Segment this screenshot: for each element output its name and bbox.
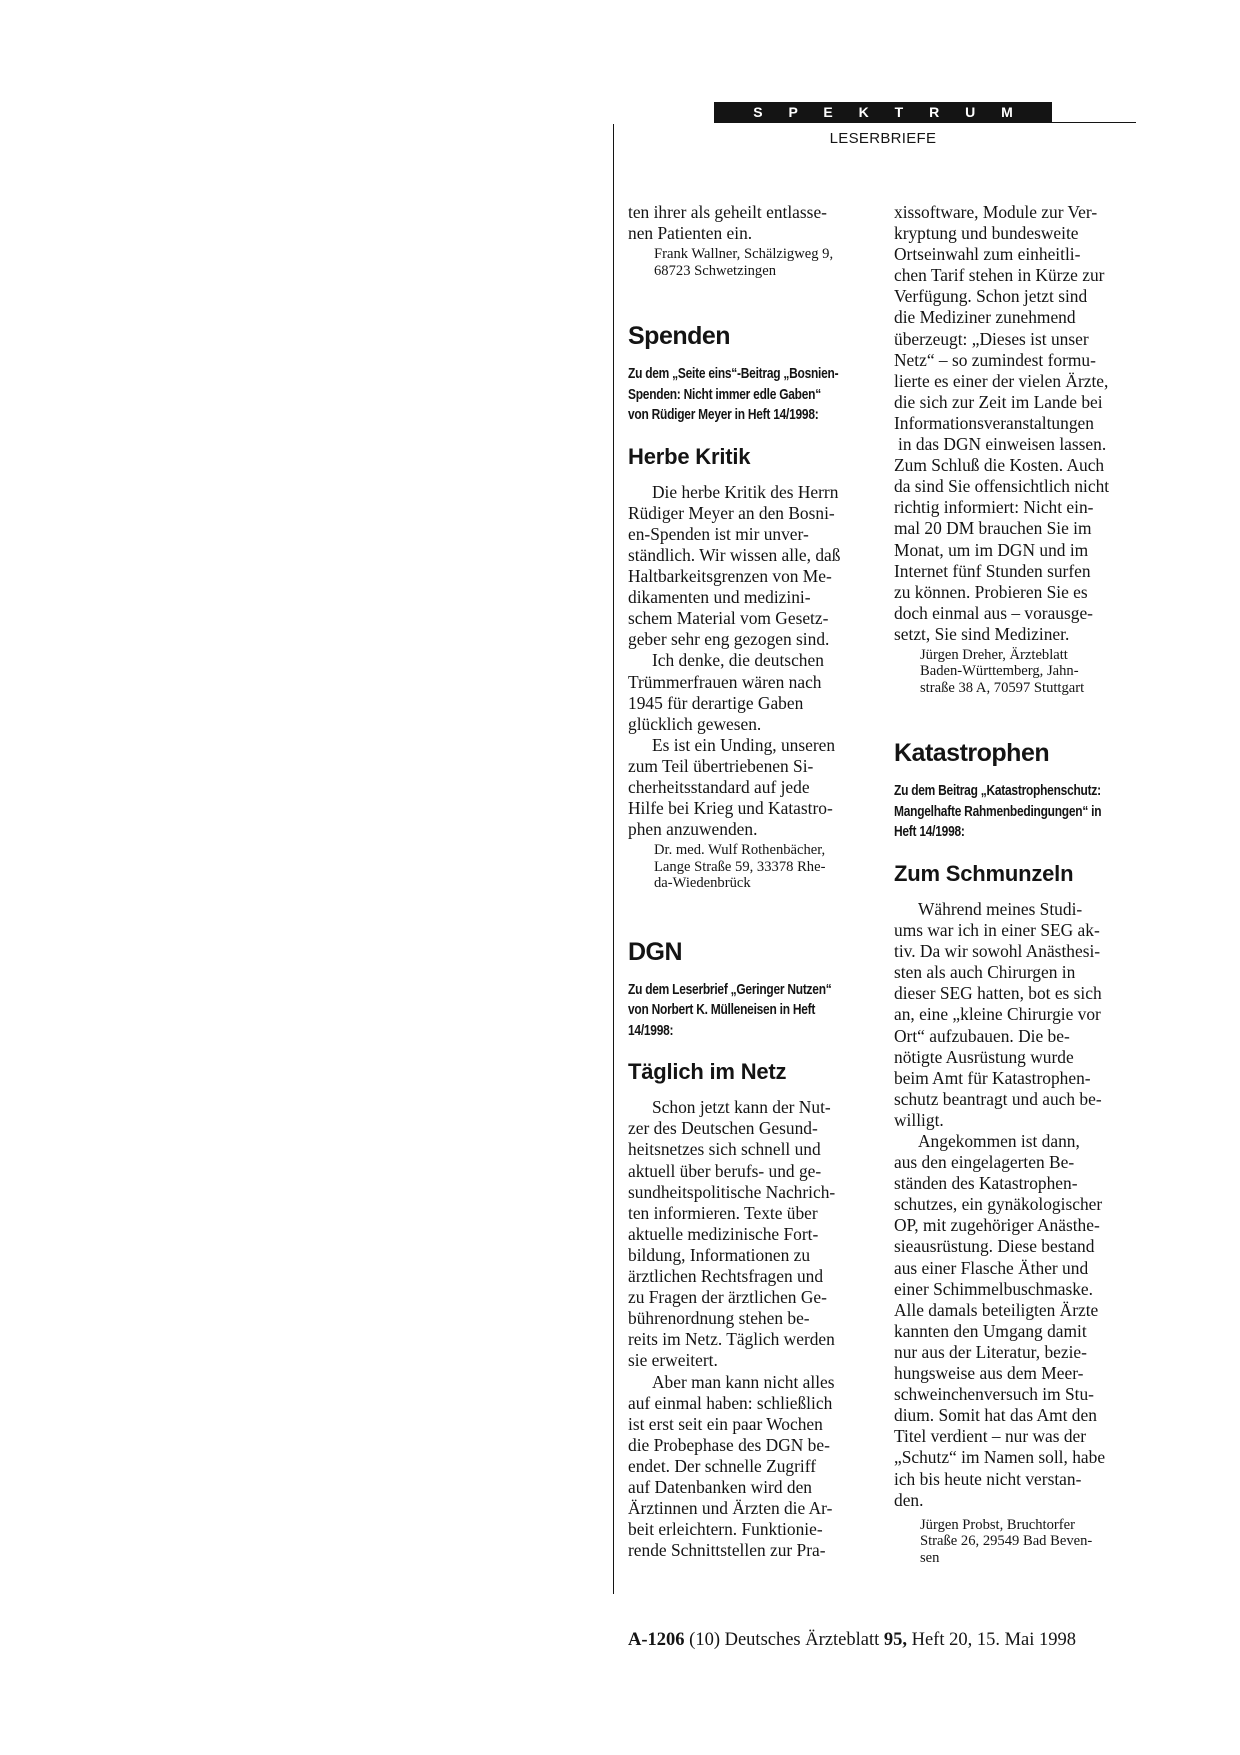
text-line: zu Fragen der ärztlichen Ge- (628, 1287, 827, 1308)
signature-line: Straße 26, 29549 Bad Beven- (920, 1533, 1093, 1550)
reference-line: von Norbert K. Mülleneisen in Heft (628, 1002, 816, 1019)
text-line: geber sehr eng gezogen sind. (628, 629, 830, 650)
text-line: Die herbe Kritik des Herrn (652, 481, 839, 502)
paragraph (628, 735, 870, 840)
text-line: nötigte Ausrüstung wurde (894, 1046, 1074, 1067)
text-line: setzt, Sie sind Mediziner. (894, 623, 1070, 644)
text-line: den. (894, 1489, 924, 1510)
text-line: ständen des Katastrophen- (894, 1173, 1078, 1194)
reference-line: Zu dem „Seite eins“-Beitrag „Bosnien- (628, 366, 839, 383)
text-line: Angekommen ist dann, (918, 1131, 1080, 1151)
text-line: heitsnetzes sich schnell und (628, 1139, 821, 1160)
text-line: aus den eingelagerten Be- (894, 1152, 1075, 1173)
right-column (894, 202, 1136, 1566)
text-line: in das DGN einweisen lassen. (898, 434, 1107, 455)
text-line: Ortseinwahl zum einheitli- (894, 244, 1081, 265)
signature-line: straße 38 A, 70597 Stuttgart (920, 679, 1085, 696)
text-line: Monat, um im DGN und im (894, 539, 1089, 560)
paragraph (894, 899, 1136, 1131)
text-line: bildung, Informationen zu (628, 1244, 811, 1265)
text-line: „Schutz“ im Namen soll, habe (894, 1447, 1106, 1468)
paragraph (894, 1131, 1136, 1511)
text-line: hungsweise aus dem Meer- (894, 1363, 1084, 1384)
text-line: willigt. (894, 1109, 944, 1130)
text-line: ist erst seit ein paar Wochen (628, 1413, 823, 1434)
text-line: richtig informiert: Nicht ein- (894, 497, 1094, 518)
text-line: phen anzuwenden. (628, 819, 758, 840)
paragraph (628, 482, 870, 651)
reference-spenden (628, 364, 870, 426)
text-line: glücklich gewesen. (628, 713, 762, 734)
text-line: die sich zur Zeit im Lande bei (894, 391, 1103, 412)
text-line: reits im Netz. Täglich werden (628, 1329, 835, 1350)
section-title-katastrophen: Katastrophen (894, 739, 1050, 768)
reference-katastrophen (894, 781, 1136, 843)
header-rule (1052, 122, 1136, 123)
section-header-bar: S P E K T R U M (714, 102, 1052, 123)
text-line: kryptung und bundesweite (894, 223, 1079, 244)
section-title-dgn: DGN (628, 937, 683, 966)
text-line: bührenordnung stehen be- (628, 1308, 810, 1329)
text-line: schem Material vom Gesetz- (628, 608, 829, 629)
text-line: Haltbarkeitsgrenzen von Me- (628, 566, 832, 587)
signature-line: Baden-Württemberg, Jahn- (920, 663, 1079, 680)
text-line: xissoftware, Module zur Ver- (894, 202, 1098, 222)
reference-line: Mangelhafte Rahmenbedingungen“ in (894, 803, 1102, 820)
footer-issue-suffix: Heft 20, 15. Mai 1998 (911, 1630, 1077, 1650)
text-line: 1945 für derartige Gaben (628, 692, 804, 713)
text-line: OP, mit zugehöriger Anästhe- (894, 1215, 1100, 1236)
letter-body-dgn (628, 1097, 870, 1561)
text-line: Informationsveranstaltungen (894, 412, 1094, 433)
text-line: dikamenten und medizini- (628, 587, 811, 608)
signature-katastrophen (894, 1517, 1136, 1567)
text-line: zu können. Probieren Sie es (894, 581, 1088, 602)
section-subheader: LESERBRIEFE (829, 130, 937, 147)
text-line: doch einmal aus – vorausge- (894, 602, 1093, 623)
text-line: zer des Deutschen Gesund- (628, 1118, 818, 1139)
text-line: Titel verdient – nur was der (894, 1426, 1087, 1447)
text-line: auf einmal haben: schließlich (628, 1392, 833, 1413)
signature-line: Jürgen Probst, Bruchtorfer (920, 1516, 1075, 1533)
letter-body-spenden (628, 482, 870, 841)
text-line: chen Tarif stehen in Kürze zur (894, 265, 1105, 286)
text-line: Hilfe bei Krieg und Katastro- (628, 798, 833, 819)
intro-signature (628, 246, 870, 279)
text-line: mal 20 DM brauchen Sie im (894, 518, 1092, 539)
signature-dgn (894, 647, 1136, 697)
section-title-spenden: Spenden (628, 322, 731, 351)
intro-text (628, 202, 870, 244)
text-line: Rüdiger Meyer an den Bosni- (628, 502, 835, 523)
text-line: ärztlichen Rechtsfragen und (628, 1266, 824, 1287)
column-divider (613, 124, 614, 1594)
text-line: dieser SEG hatten, bot es sich (894, 983, 1102, 1004)
signature-line: 68723 Schwetzingen (654, 262, 776, 279)
text-line: aus einer Flasche Äther und (894, 1257, 1089, 1278)
reference-line: Zu dem Beitrag „Katastrophenschutz: (894, 783, 1101, 800)
text-line: überzeugt: „Dieses ist unser (894, 328, 1089, 349)
left-column (628, 202, 870, 1561)
text-line: beit erleichtern. Funktionie- (628, 1519, 823, 1540)
text-line: nur aus der Literatur, bezie- (894, 1341, 1087, 1362)
text-line: da sind Sie offensichtlich nicht (894, 476, 1110, 497)
text-line: Ärztinnen und Ärzten die Ar- (628, 1498, 833, 1519)
text-line: Internet fünf Stunden surfen (894, 560, 1091, 581)
text-line: Aber man kann nicht alles (652, 1371, 835, 1392)
text-line: en-Spenden ist mir unver- (628, 523, 809, 544)
text-line: aktuelle medizinische Fort- (628, 1223, 819, 1244)
text-line: Es ist ein Unding, unseren (652, 734, 836, 755)
text-line: ständlich. Wir wissen alle, daß (628, 544, 841, 565)
text-line: auf Datenbanken wird den (628, 1476, 812, 1497)
text-line: Während meines Studi- (918, 898, 1083, 919)
reference-line: von Rüdiger Meyer in Heft 14/1998: (628, 407, 819, 424)
text-line: ten informieren. Texte über (628, 1202, 818, 1223)
text-line: beim Amt für Katastrophen- (894, 1067, 1091, 1088)
text-line: ums war ich in einer SEG ak- (894, 920, 1100, 941)
text-line: sundheitspolitische Nachrich- (628, 1181, 836, 1202)
subtitle-herbe-kritik: Herbe Kritik (628, 443, 751, 469)
footer-volume: 95, (883, 1630, 907, 1650)
text-line: dium. Somit hat das Amt den (894, 1405, 1097, 1426)
signature-line: da-Wiedenbrück (654, 875, 751, 892)
paragraph (628, 1372, 870, 1562)
subtitle-zum-schmunzeln: Zum Schmunzeln (894, 860, 1074, 886)
text-line: Ort“ aufzubauen. Die be- (894, 1025, 1070, 1046)
text-line: Verfügung. Schon jetzt sind (894, 286, 1088, 307)
signature-spenden (628, 842, 870, 892)
text-line: die Probephase des DGN be- (628, 1434, 830, 1455)
text-line: sten als auch Chirurgen in (894, 962, 1076, 983)
reference-line: Heft 14/1998: (894, 824, 965, 841)
text-line: tiv. Da wir sowohl Anästhesi- (894, 941, 1101, 962)
reference-line: 14/1998: (628, 1022, 674, 1039)
paragraph (628, 650, 870, 734)
reference-line: Spenden: Nicht immer edle Gaben“ (628, 386, 821, 403)
signature-line: Frank Wallner, Schälzigweg 9, (654, 246, 834, 263)
reference-line: Zu dem Leserbrief „Geringer Nutzen“ (628, 981, 832, 998)
text-line: lierte es einer der vielen Ärzte, (894, 370, 1109, 391)
text-line: sieausrüstung. Diese bestand (894, 1236, 1095, 1257)
text-line: an, eine „kleine Chirurgie vor (894, 1004, 1101, 1025)
text-line: Alle damals beteiligten Ärzte (894, 1299, 1099, 1320)
subtitle-taeglich-im-netz: Täglich im Netz (628, 1059, 787, 1085)
text-line: schutzes, ein gynäkologischer (894, 1194, 1103, 1215)
text-line: endet. Der schnelle Zugriff (628, 1455, 817, 1476)
page-footer (628, 1630, 1076, 1651)
text-line: rende Schnittstellen zur Pra- (628, 1540, 826, 1561)
text-line: ten ihrer als geheilt entlasse- (628, 202, 827, 222)
text-line: aktuell über berufs- und ge- (628, 1160, 822, 1181)
page-number: A-1206 (628, 1630, 685, 1650)
signature-line: Lange Straße 59, 33378 Rhe- (654, 858, 826, 875)
text-line: nen Patienten ein. (628, 223, 753, 244)
reference-dgn (628, 980, 870, 1042)
text-line: Netz“ – so zumindest formu- (894, 349, 1096, 370)
text-line: ich bis heute nicht verstan- (894, 1468, 1082, 1489)
dgn-continuation (894, 202, 1136, 645)
text-line: sie erweitert. (628, 1350, 718, 1371)
letter-body-katastrophen (894, 899, 1136, 1511)
text-line: schutz beantragt und auch be- (894, 1088, 1102, 1109)
paragraph (628, 1097, 870, 1371)
text-line: Ich denke, die deutschen (652, 650, 824, 671)
text-line: zum Teil übertriebenen Si- (628, 755, 814, 776)
text-line: einer Schimmelbuschmaske. (894, 1278, 1093, 1299)
text-line: Schon jetzt kann der Nut- (652, 1097, 831, 1118)
signature-line: Jürgen Dreher, Ärzteblatt (920, 646, 1068, 663)
text-line: die Mediziner zunehmend (894, 307, 1076, 328)
text-line: cherheitsstandard auf jede (628, 777, 810, 797)
text-line: Zum Schluß die Kosten. Auch (894, 455, 1105, 476)
text-line: kannten den Umgang damit (894, 1320, 1087, 1341)
text-line: schweinchenversuch im Stu- (894, 1384, 1094, 1405)
footer-issue-prefix: (10) Deutsches Ärzteblatt (689, 1630, 880, 1650)
text-line: Trümmerfrauen wären nach (628, 671, 822, 692)
signature-line: Dr. med. Wulf Rothenbächer, (654, 842, 826, 859)
signature-line: sen (920, 1549, 940, 1566)
